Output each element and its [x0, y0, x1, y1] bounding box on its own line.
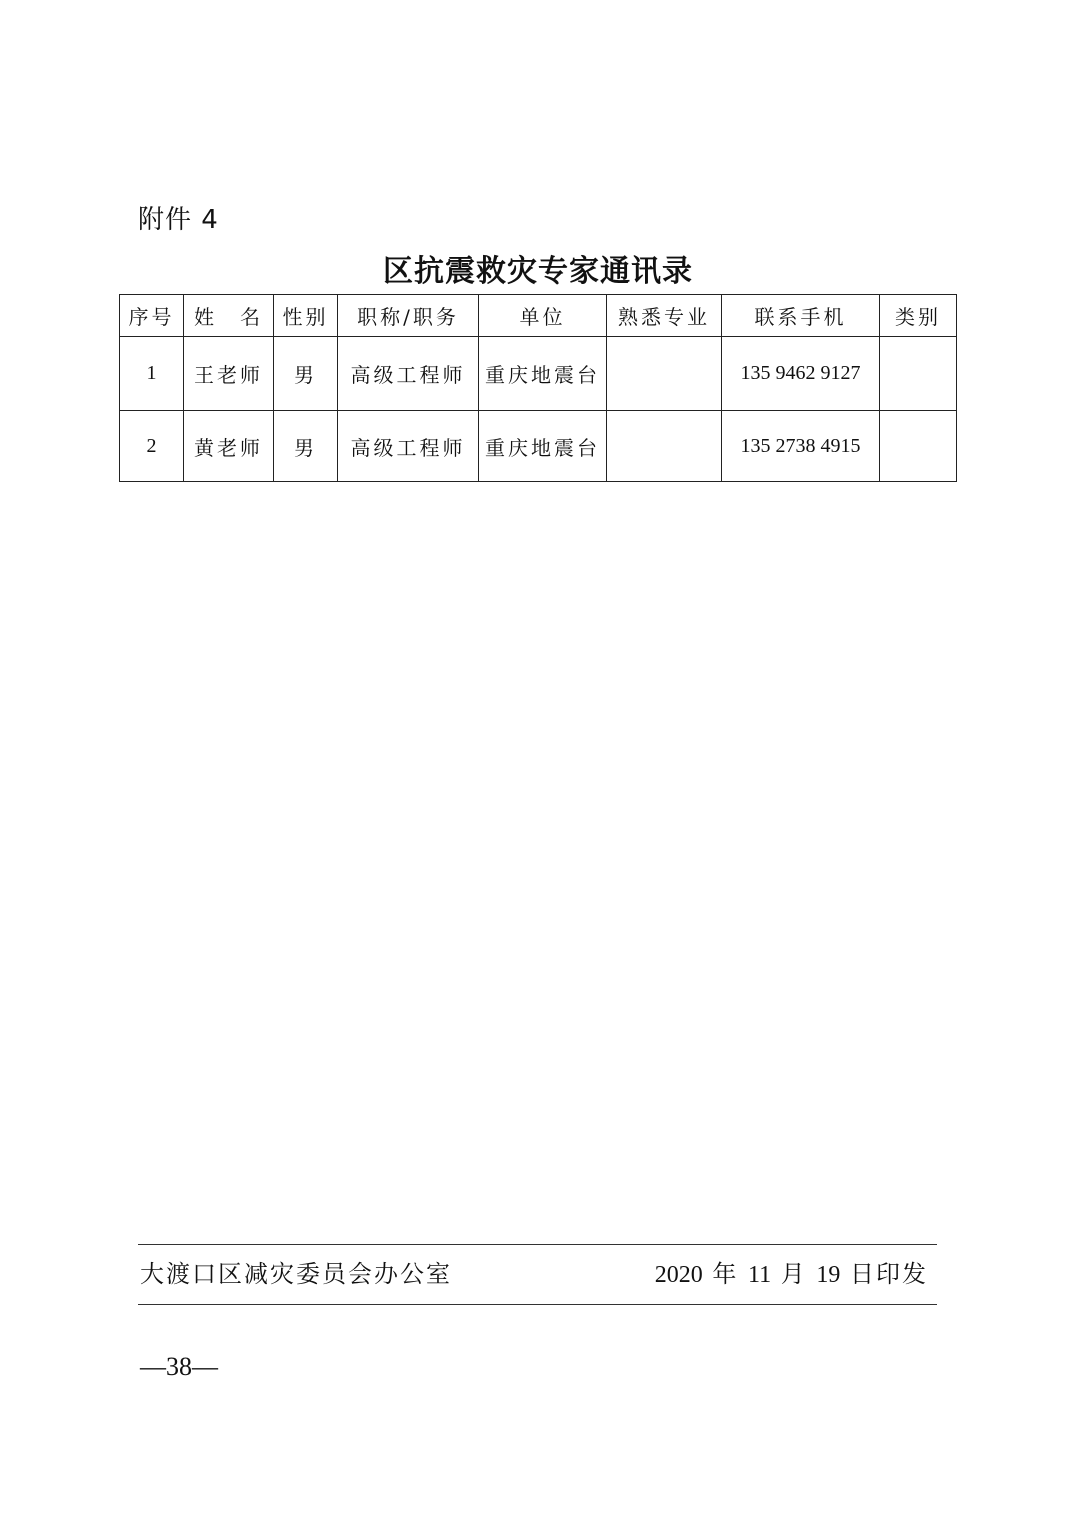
page-number: —38— — [140, 1352, 218, 1381]
issue-month-unit: 月 — [780, 1260, 807, 1288]
issue-month: 11 — [747, 1262, 772, 1288]
cell-name: 黄老师 — [184, 411, 274, 482]
footer-bottom-rule — [138, 1304, 937, 1305]
cell-specialty — [607, 337, 722, 411]
issuing-office: 大渡口区减灾委员会办公室 — [140, 1260, 452, 1288]
header-index: 序号 — [120, 295, 184, 337]
cell-name: 王老师 — [184, 337, 274, 411]
cell-index: 2 — [120, 411, 184, 482]
cell-gender: 男 — [274, 337, 338, 411]
header-gender: 性别 — [274, 295, 338, 337]
cell-index: 1 — [120, 337, 184, 411]
cell-organization: 重庆地震台 — [479, 337, 607, 411]
footer-top-rule — [138, 1244, 937, 1245]
header-specialty: 熟悉专业 — [607, 295, 722, 337]
cell-category — [880, 337, 957, 411]
cell-title-position: 高级工程师 — [338, 411, 479, 482]
issue-day: 19 — [816, 1262, 841, 1288]
header-mobile: 联系手机 — [722, 295, 880, 337]
attachment-label: 附件 4 — [138, 205, 219, 235]
cell-title-position: 高级工程师 — [338, 337, 479, 411]
cell-organization: 重庆地震台 — [479, 411, 607, 482]
issue-year-unit: 年 — [712, 1260, 739, 1288]
cell-specialty — [607, 411, 722, 482]
header-title-position: 职称/职务 — [338, 295, 479, 337]
cell-mobile: 135 9462 9127 — [722, 337, 880, 411]
expert-contact-table — [119, 294, 957, 482]
issue-year: 2020 — [654, 1262, 703, 1288]
document-title: 区抗震救灾专家通讯录 — [383, 254, 693, 289]
table-row — [120, 411, 957, 482]
header-name: 姓 名 — [184, 295, 274, 337]
table-row — [120, 337, 957, 411]
table-header-row — [120, 295, 957, 337]
header-organization: 单位 — [479, 295, 607, 337]
cell-category — [880, 411, 957, 482]
header-category: 类别 — [880, 295, 957, 337]
cell-mobile: 135 2738 4915 — [722, 411, 880, 482]
issue-date — [655, 1256, 928, 1293]
cell-gender: 男 — [274, 411, 338, 482]
issue-day-suffix: 日印发 — [850, 1260, 928, 1288]
